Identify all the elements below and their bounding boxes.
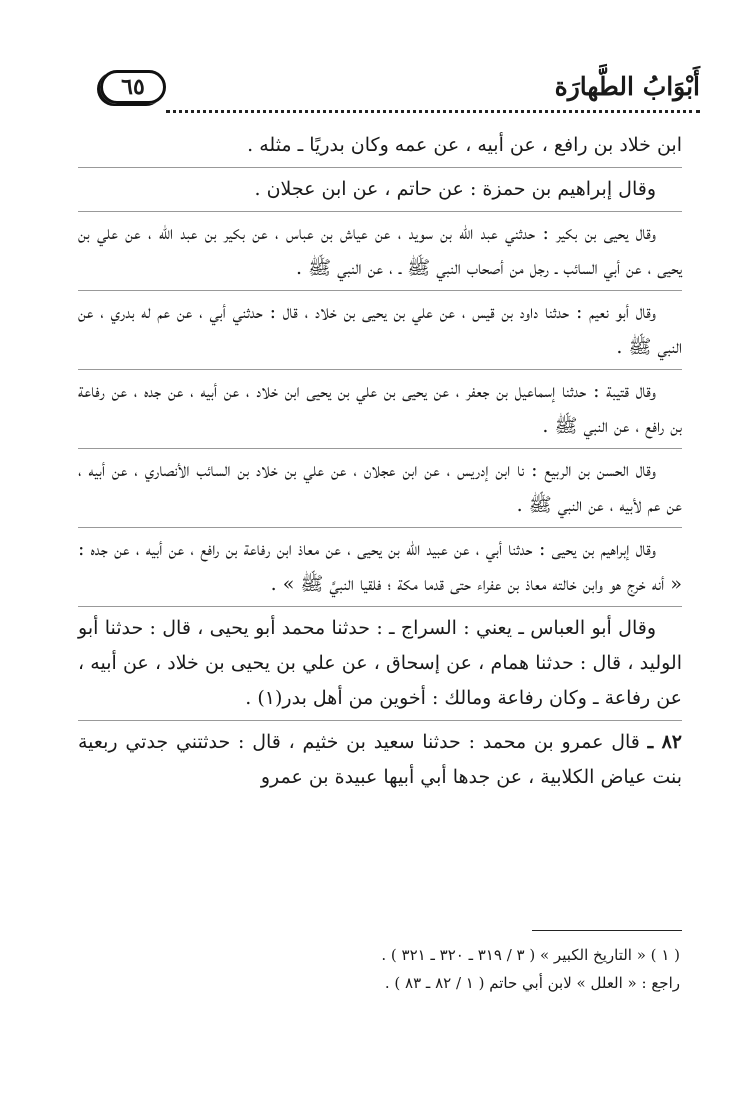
hadith-paragraph: [78, 720, 682, 795]
chapter-title: أَبْوَابُ الطَّهارَة: [554, 72, 700, 101]
paragraph: وقال الحسن بن الربيع : نا ابن إدريس ، عن ابن عجلان ، عن علي بن خلاد بن السائب الأنصاري ، عن أبيه ، عن عم لأبيه ، عن النبي ﷺ .: [78, 448, 682, 523]
paragraph: وقال إبراهيم بن يحيى : حدثنا أبي ، عن عبيد الله بن يحيى ، عن معاذ ابن رفاعة بن رافع ، عن أبيه ، عن جده : « أنه خرج هو وابن خالته معاذ بن عفراء حتى قدما مكة ؛ فلقيا النبيَّ ﷺ » .: [78, 527, 682, 602]
page-header: [100, 70, 700, 116]
page-number: ٦٥: [100, 70, 166, 104]
paragraph: وقال يحيى بن بكير : حدثني عبد الله بن سويد ، عن عياش بن عباس ، عن بكير بن عبد الله ، عن علي بن يحيى ، عن أبي السائب ـ رجل من أصحاب النبي ﷺ ـ ، عن النبي ﷺ .: [78, 211, 682, 286]
footnotes: [78, 930, 682, 997]
footnote: راجع : « العلل » لابن أبي حاتم ( ١ / ٨٢ ـ ٨٣ ) .: [384, 974, 680, 992]
hadith-number: ٨٢ ـ: [647, 731, 682, 753]
footnote-rule: [532, 930, 682, 931]
paragraph: وقال قتيبة : حدثنا إسماعيل بن جعفر ، عن يحيى بن علي بن يحيى ابن خلاد ، عن أبيه ، عن جده ، عن رفاعة بن رافع ، عن النبي ﷺ .: [78, 369, 682, 444]
paragraph: وقال أبو نعيم : حدثنا داود بن قيس ، عن علي بن يحيى بن خلاد ، قال : حدثني أبي ، عن عم له بدري ، عن النبي ﷺ .: [78, 290, 682, 365]
footnote: ( ١ ) « التاريخ الكبير » ( ٣ / ٣١٩ ـ ٣٢٠ ـ ٣٢١ ) .: [381, 946, 680, 964]
paragraph: وقال إبراهيم بن حمزة : عن حاتم ، عن ابن عجلان .: [78, 167, 682, 207]
main-text: [78, 128, 682, 795]
paragraph: ابن خلاد بن رافع ، عن أبيه ، عن عمه وكان بدريًا ـ مثله .: [247, 134, 682, 156]
hadith-text: قال عمرو بن محمد : حدثنا سعيد بن خثيم ، قال : حدثتني جدتي ربعية بنت عياض الكلابية ، عن جدها أبي أبيها عبيدة بن عمرو: [78, 731, 682, 788]
header-dotted-rule: [166, 110, 700, 113]
paragraph: وقال أبو العباس ـ يعني : السراج ـ : حدثنا محمد أبو يحيى ، قال : حدثنا أبو الوليد ، قال : حدثنا همام ، عن إسحاق ، عن علي بن يحيى بن خلاد ، عن أبيه ، عن رفاعة ـ وكان رفاعة ومالك : أخوين من أهل بدر(١) .: [78, 606, 682, 716]
